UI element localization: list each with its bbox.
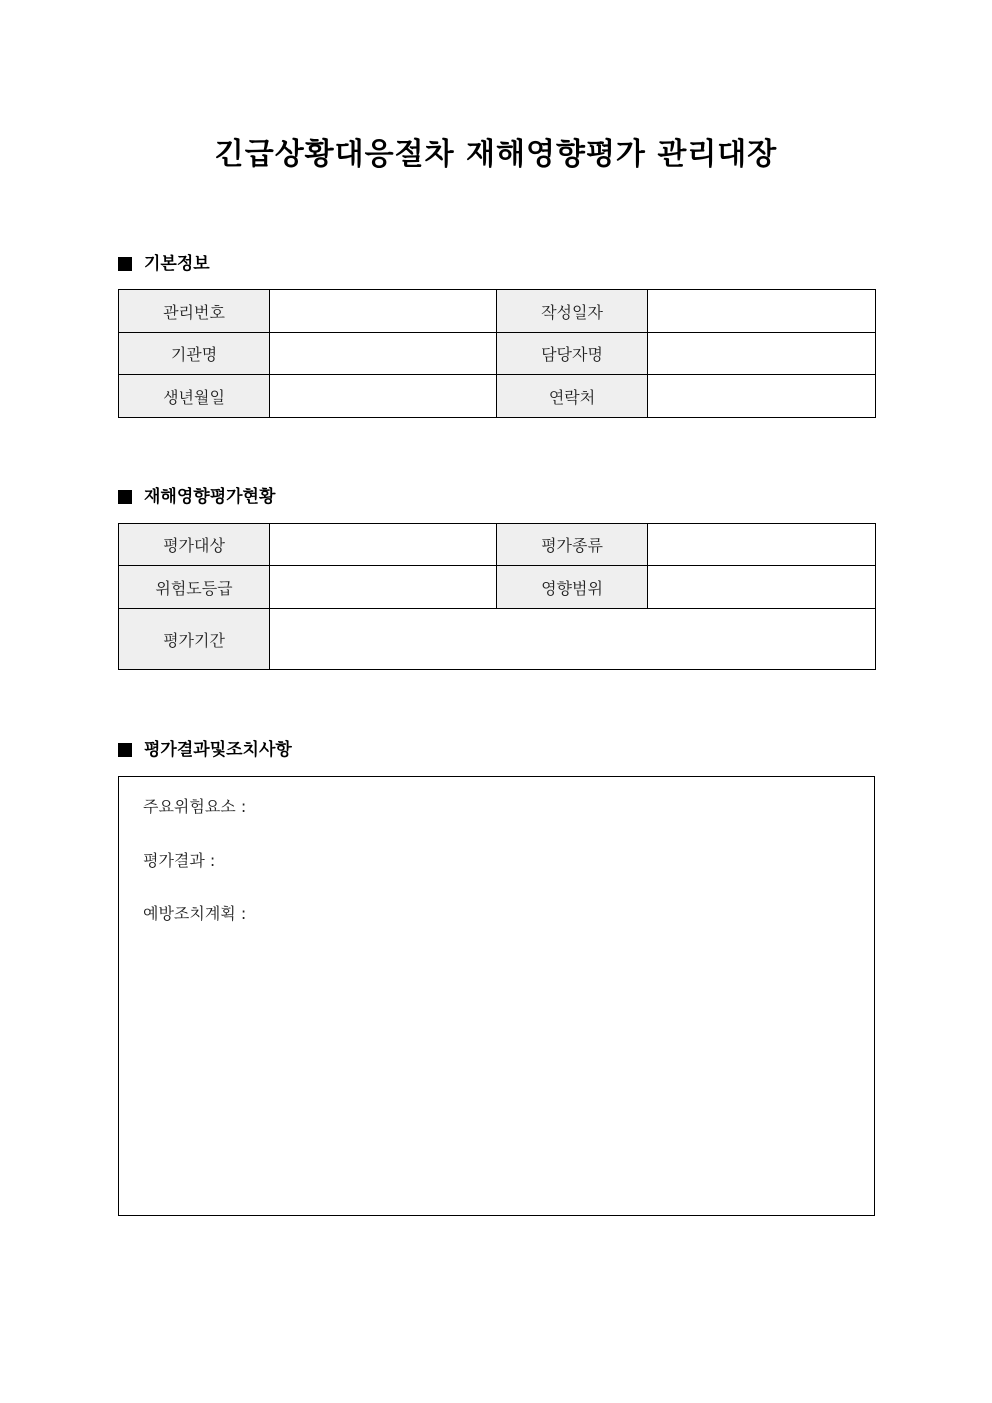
results-textarea[interactable] xyxy=(118,776,875,1216)
impact-scope-field[interactable] xyxy=(648,566,876,609)
square-bullet-icon xyxy=(118,490,132,504)
assessment-result-label: 평가결과 : xyxy=(143,851,216,870)
main-risk-factors-label: 주요위험요소 : xyxy=(143,797,247,816)
manager-name-field[interactable] xyxy=(648,333,876,375)
label-assessment-period: 평가기간 xyxy=(119,609,270,670)
prevention-plan-label: 예방조치계획 : xyxy=(143,904,247,923)
table-row xyxy=(119,375,876,418)
label-assessment-target: 평가대상 xyxy=(119,524,270,566)
section-heading-basic-info xyxy=(118,252,210,276)
table-row xyxy=(119,333,876,375)
section-title: 평가결과및조치사항 xyxy=(144,740,292,760)
label-impact-scope: 영향범위 xyxy=(497,566,648,609)
date-written-field[interactable] xyxy=(648,290,876,333)
label-contact: 연락처 xyxy=(497,375,648,418)
section-title: 재해영향평가현황 xyxy=(144,487,276,507)
assessment-type-field[interactable] xyxy=(648,524,876,566)
risk-grade-field[interactable] xyxy=(270,566,497,609)
label-birth-date: 생년월일 xyxy=(119,375,270,418)
section-heading-assessment-status xyxy=(118,485,275,509)
square-bullet-icon xyxy=(118,257,132,271)
table-row xyxy=(119,290,876,333)
assessment-period-field[interactable] xyxy=(270,609,876,670)
assessment-target-field[interactable] xyxy=(270,524,497,566)
label-organization-name: 기관명 xyxy=(119,333,270,375)
basic-info-table xyxy=(118,289,876,418)
square-bullet-icon xyxy=(118,743,132,757)
label-manager-name: 담당자명 xyxy=(497,333,648,375)
assessment-status-table xyxy=(118,523,876,670)
label-risk-grade: 위험도등급 xyxy=(119,566,270,609)
section-heading-results xyxy=(118,738,292,762)
table-row xyxy=(119,524,876,566)
label-management-number: 관리번호 xyxy=(119,290,270,333)
birth-date-field[interactable] xyxy=(270,375,497,418)
organization-name-field[interactable] xyxy=(270,333,497,375)
label-date-written: 작성일자 xyxy=(497,290,648,333)
contact-field[interactable] xyxy=(648,375,876,418)
document-title: 긴급상황대응절차 재해영향평가 관리대장 xyxy=(214,137,778,172)
management-number-field[interactable] xyxy=(270,290,497,333)
label-assessment-type: 평가종류 xyxy=(497,524,648,566)
section-title: 기본정보 xyxy=(144,254,210,274)
table-row xyxy=(119,609,876,670)
table-row xyxy=(119,566,876,609)
